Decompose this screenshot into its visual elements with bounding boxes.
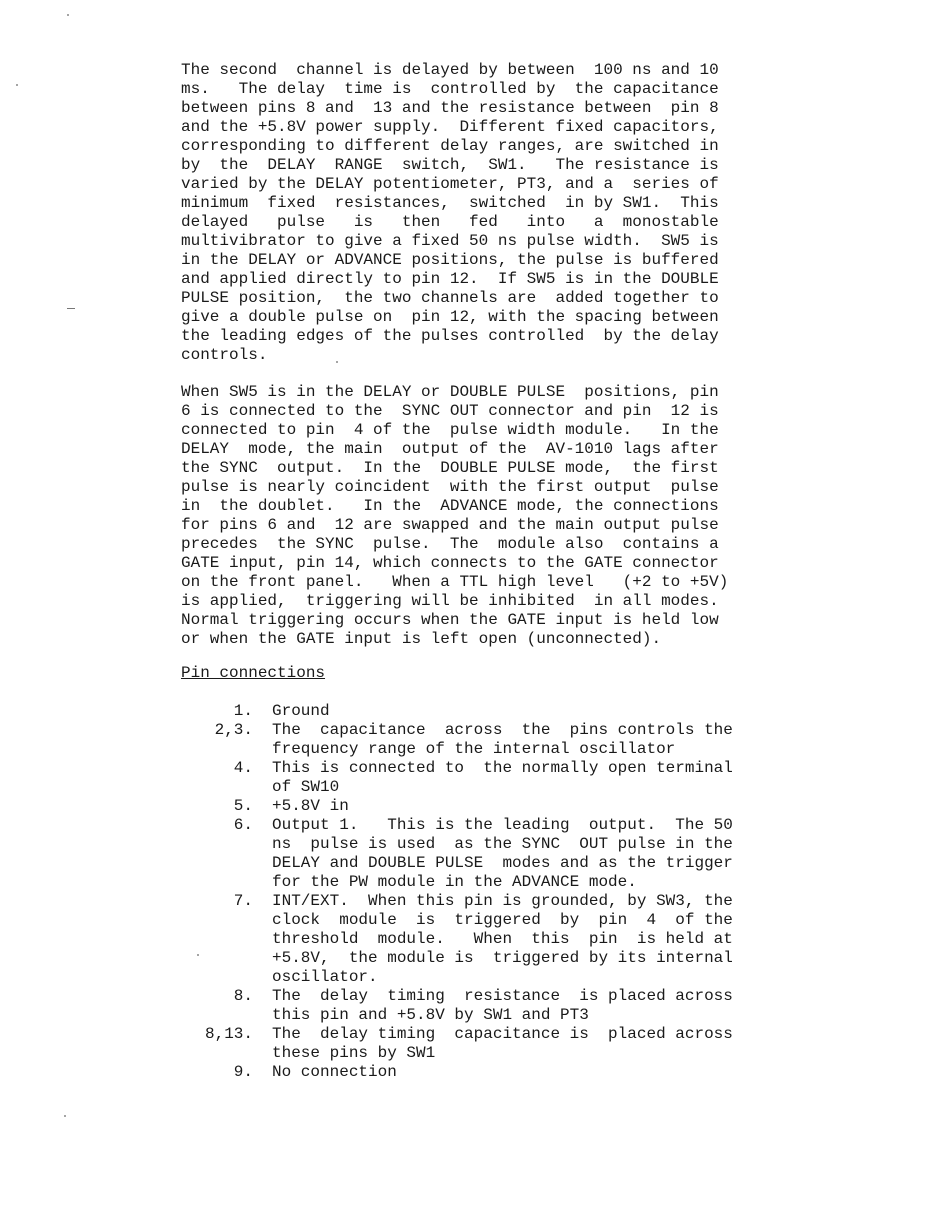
paragraph-sw5-modes: When SW5 is in the DELAY or DOUBLE PULSE positions, pin 6 is connected to the SYNC OUT connector and pin 12 is connected to pin 4 of the pulse width module. In the DELAY mode, the main output of the AV-1010 lags after the SYNC output. In the DOUBLE PULSE mode, the first pulse is nearly coincident with the first output pulse in the doublet. In the ADVANCE mode, the connections for pins 6 and 12 are swapped and the main output pulse precedes the SYNC pulse. The module also contains a GATE input, pin 14, which connects to the GATE connector on the front panel. When a TTL high level (+2 to +5V) is applied, triggering will be inhibited in all modes. Normal triggering occurs when the GATE input is held low or when the GATE input is left open (unconnected). (181, 383, 729, 648)
pin-description: Ground (272, 702, 330, 720)
list-item (181, 816, 821, 892)
pin-description: No connection (272, 1063, 397, 1081)
pin-number: 5. (233, 797, 253, 815)
list-item (181, 987, 821, 1025)
list-item (181, 1063, 821, 1082)
scan-speck (16, 84, 18, 86)
pin-number: 4. (233, 759, 253, 777)
list-item (181, 721, 821, 759)
pin-connections-list (181, 702, 821, 1082)
pin-number: 8. (233, 987, 253, 1005)
list-item (181, 797, 821, 816)
pin-description: This is connected to the normally open terminal of SW10 (272, 759, 733, 796)
pin-description: INT/EXT. When this pin is grounded, by SW3, the clock module is triggered by pin 4 of the threshold module. When this pin is held at +5.8V, the module is triggered by its internal oscillator. (272, 892, 733, 986)
pin-description: The delay timing resistance is placed across this pin and +5.8V by SW1 and PT3 (272, 987, 733, 1024)
section-heading: Pin connections (181, 664, 326, 682)
pin-number: 2,3. (214, 721, 253, 739)
pin-number: 8,13. (204, 1025, 253, 1043)
pin-description: The capacitance across the pins controls the frequency range of the internal oscillator (272, 721, 733, 758)
scan-speck (64, 1115, 66, 1117)
list-item (181, 759, 821, 797)
pin-number: 7. (233, 892, 253, 910)
pin-number: 1. (233, 702, 253, 720)
pin-description: The delay timing capacitance is placed across these pins by SW1 (272, 1025, 733, 1062)
pin-description: +5.8V in (272, 797, 349, 815)
pin-number: 9. (233, 1063, 253, 1081)
pin-number: 6. (233, 816, 253, 834)
scan-speck (67, 14, 69, 16)
margin-mark (67, 308, 75, 309)
list-item (181, 892, 821, 987)
paragraph-channel-delay: The second channel is delayed by between 100 ns and 10 ms. The delay time is controlled by the capacitance between pins 8 and 13 and the resistance between pin 8 and the +5.8V power supply. Different fixed capacitors, corresponding to different delay ranges, are switched in by the DELAY RANGE switch, SW1. The resistance is varied by the DELAY potentiometer, PT3, and a series of minimum fixed resistances, switched in by SW1. This delayed pulse is then fed into a monostable multivibrator to give a fixed 50 ns pulse width. SW5 is in the DELAY or ADVANCE positions, the pulse is buffered and applied directly to pin 12. If SW5 is in the DOUBLE PULSE position, the two channels are added together to give a double pulse on pin 12, with the spacing between the leading edges of the pulses controlled by the delay controls. (181, 61, 719, 364)
list-item (181, 1025, 821, 1063)
list-item (181, 702, 821, 721)
pin-description: Output 1. This is the leading output. The 50 ns pulse is used as the SYNC OUT pulse in the DELAY and DOUBLE PULSE modes and as the trigger for the PW module in the ADVANCE mode. (272, 816, 733, 891)
